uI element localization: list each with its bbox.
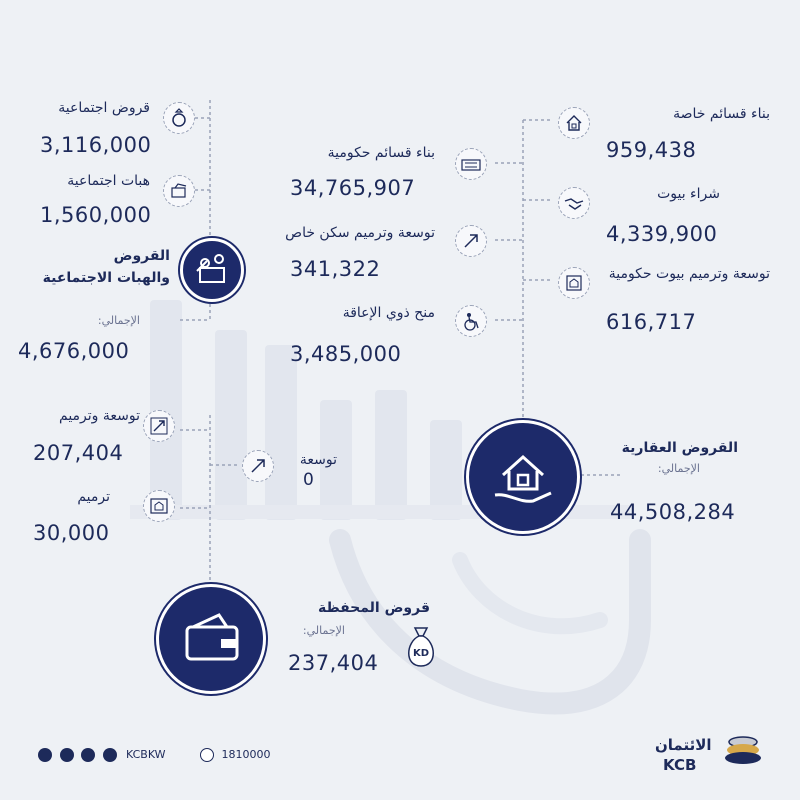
phone-contact [200, 748, 271, 762]
private-plots-label: بناء قسائم خاصة [673, 106, 770, 122]
handshake-icon [558, 187, 590, 219]
kd-money-bag-icon [400, 622, 442, 670]
renovate-value: 30,000 [33, 521, 110, 545]
phone-number: 1810000 [221, 748, 271, 761]
expand-arrow-icon [455, 225, 487, 257]
documents-icon [163, 175, 195, 207]
expand-renovate-value: 207,404 [33, 441, 124, 465]
youtube-icon[interactable] [81, 748, 95, 762]
buy-houses-label: شراء بيوت [657, 186, 720, 202]
gov-plots-label: بناء قسائم حكومية [327, 145, 435, 161]
private-expand-value: 341,322 [290, 257, 381, 281]
social-grants-label: هبات اجتماعية [67, 173, 150, 189]
social-links [38, 748, 166, 762]
whatsapp-icon[interactable] [200, 748, 214, 762]
social-loans-value: 3,116,000 [40, 133, 152, 157]
ring-icon [163, 102, 195, 134]
social-heading-line2: والهبات الاجتماعية [42, 270, 170, 286]
hands-money-icon [180, 238, 244, 302]
private-expand-label: توسعة وترميم سكن خاص [285, 225, 435, 241]
blueprint-icon [558, 267, 590, 299]
disability-value: 3,485,000 [290, 342, 402, 366]
wallet-icon [156, 584, 266, 694]
expansion-label: توسعة [299, 452, 337, 468]
gov-houses-value: 616,717 [606, 310, 697, 334]
social-handle: KCBKW [126, 748, 166, 761]
social-heading-line1: القروض [113, 248, 170, 264]
expansion-value: 0 [303, 470, 315, 490]
social-grants-value: 1,560,000 [40, 203, 152, 227]
real-estate-total-value: 44,508,284 [610, 500, 736, 524]
gov-plots-value: 34,765,907 [290, 176, 416, 200]
portfolio-heading: قروض المحفظة [317, 600, 430, 616]
expand-renovate-label: توسعة وترميم [59, 408, 140, 424]
renovate-label: ترميم [77, 489, 110, 505]
facebook-icon[interactable] [38, 748, 52, 762]
portfolio-total-value: 237,404 [288, 651, 379, 675]
kcb-logo [655, 728, 765, 778]
social-loans-label: قروض اجتماعية [58, 100, 150, 116]
real-estate-heading: القروض العقارية [621, 440, 738, 456]
blueprint-icon [143, 490, 175, 522]
wheelchair-icon [455, 305, 487, 337]
private-plots-value: 959,438 [606, 138, 697, 162]
house-hand-icon [466, 420, 580, 534]
expand-arrow-icon [242, 450, 274, 482]
portfolio-total-label: الإجمالي: [302, 624, 345, 637]
building-icon [455, 148, 487, 180]
logo-arabic: الائتمان [655, 736, 712, 754]
logo-latin: KCB [663, 756, 697, 774]
gov-houses-label: توسعة وترميم بيوت حكومية [608, 266, 770, 282]
buy-houses-value: 4,339,900 [606, 222, 718, 246]
house-icon [558, 107, 590, 139]
x-icon[interactable] [103, 748, 117, 762]
social-total-label: الإجمالي: [97, 314, 140, 327]
real-estate-total-label: الإجمالي: [657, 462, 700, 475]
expand-arrow-icon [143, 410, 175, 442]
svg-text:KD: KD [412, 648, 430, 659]
social-total-value: 4,676,000 [18, 339, 130, 363]
instagram-icon[interactable] [60, 748, 74, 762]
disability-label: منح ذوي الإعاقة [342, 305, 435, 321]
